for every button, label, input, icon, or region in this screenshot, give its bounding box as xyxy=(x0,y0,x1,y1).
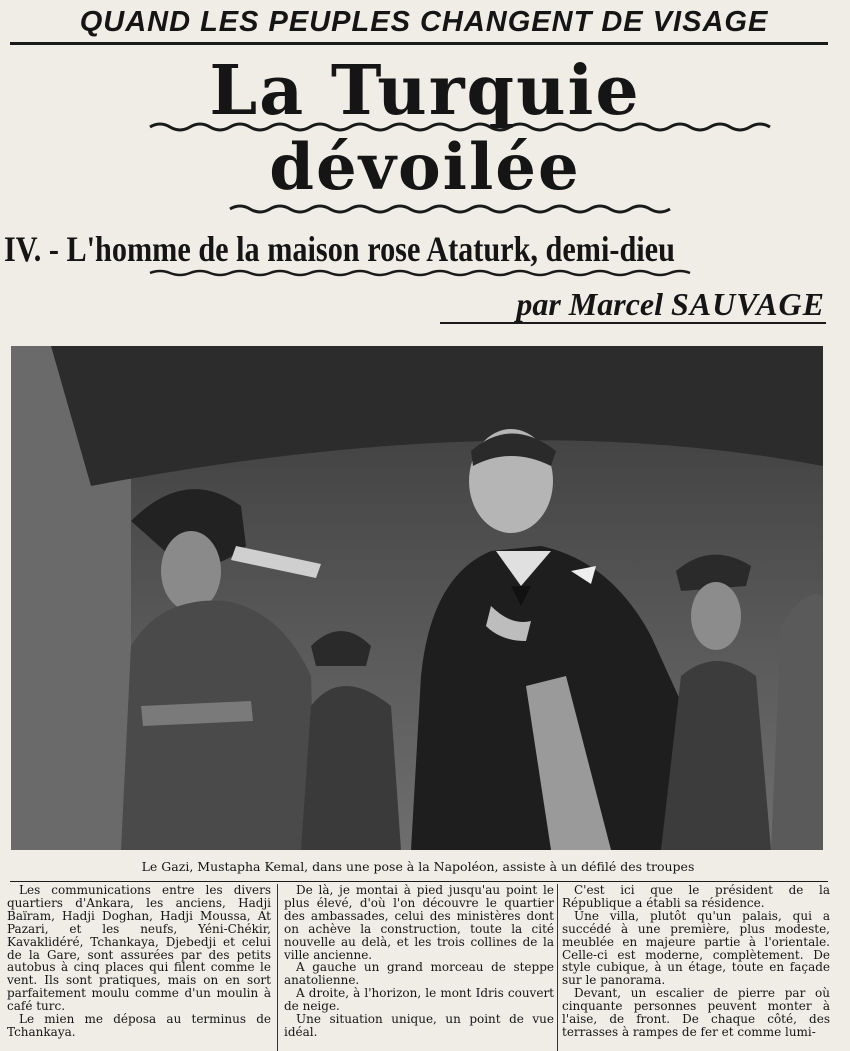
paragraph: Devant, un escalier de pierre par où cinquante personnes peuvent monter à l'aise, de front. De chaque côté, des terrasses à rampes de fer et comme lumi- xyxy=(562,986,830,1039)
byline-prefix: par Marcel xyxy=(516,286,663,322)
article-subtitle: IV. - L'homme de la maison rose Ataturk, demi-dieu xyxy=(4,229,675,269)
headline-line-1: La Turquie xyxy=(209,51,641,131)
paragraph: Les communications entre les divers quartiers d'Ankara, les anciens, Hadji Baïram, Hadji Doghan, Hadji Moussa, At Pazari, et les neufs, Yéni-Chékir, Kavaklidéré, Tchankaya, Djebedji et celui de la Gare, sont assurées par des petits autobus à cinq places qui filent comme le vent. Ils sont pratiques, mais on en sort parfaitement moulu comme d'un moulin à café turc. xyxy=(7,884,271,1014)
caption-rule xyxy=(10,881,828,882)
paragraph: Une situation unique, un point de vue idéal. xyxy=(284,1012,554,1039)
paragraph: C'est ici que le président de la République a établi sa résidence. xyxy=(562,884,830,910)
section-kicker: QUAND LES PEUPLES CHANGENT DE VISAGE xyxy=(79,6,769,38)
paragraph: De là, je montai à pied jusqu'au point le plus élevé, d'où l'on découvre le quartier des ambassades, celui des ministères dont on achève la construction, toute la cité nouvelle au delà, et les trois collines de la ville ancienne. xyxy=(284,884,554,962)
subtitle-underline xyxy=(0,266,850,280)
article-photo xyxy=(11,346,823,850)
kicker-rule xyxy=(10,42,828,45)
byline-rule xyxy=(440,322,826,324)
byline-author-surname: SAUVAGE xyxy=(670,286,825,322)
paragraph: Une villa, plutôt qu'un palais, qui a succédé à une première, plus modeste, meublée en majeure partie à l'orientale. Celle-ci est moderne, complètement. De style cubique, à un étage, toute en façade sur le panorama. xyxy=(562,908,830,988)
paragraph: Le mien me déposa au terminus de Tchankaya. xyxy=(7,1012,271,1039)
article-column-3 xyxy=(562,884,830,1051)
byline xyxy=(516,282,825,326)
column-divider xyxy=(277,884,278,1051)
article-column-2 xyxy=(284,884,554,1051)
headline-underline-2 xyxy=(0,200,850,218)
headline-line-2: dévoilée xyxy=(269,130,581,205)
column-divider xyxy=(557,884,558,1051)
article-column-1 xyxy=(7,884,271,1051)
paragraph: A gauche un grand morceau de steppe anatolienne. xyxy=(284,960,554,988)
paragraph: A droite, à l'horizon, le mont Idris couvert de neige. xyxy=(284,986,554,1014)
photo-caption: Le Gazi, Mustapha Kemal, dans une pose à la Napoléon, assiste à un défilé des troupes xyxy=(141,859,695,874)
